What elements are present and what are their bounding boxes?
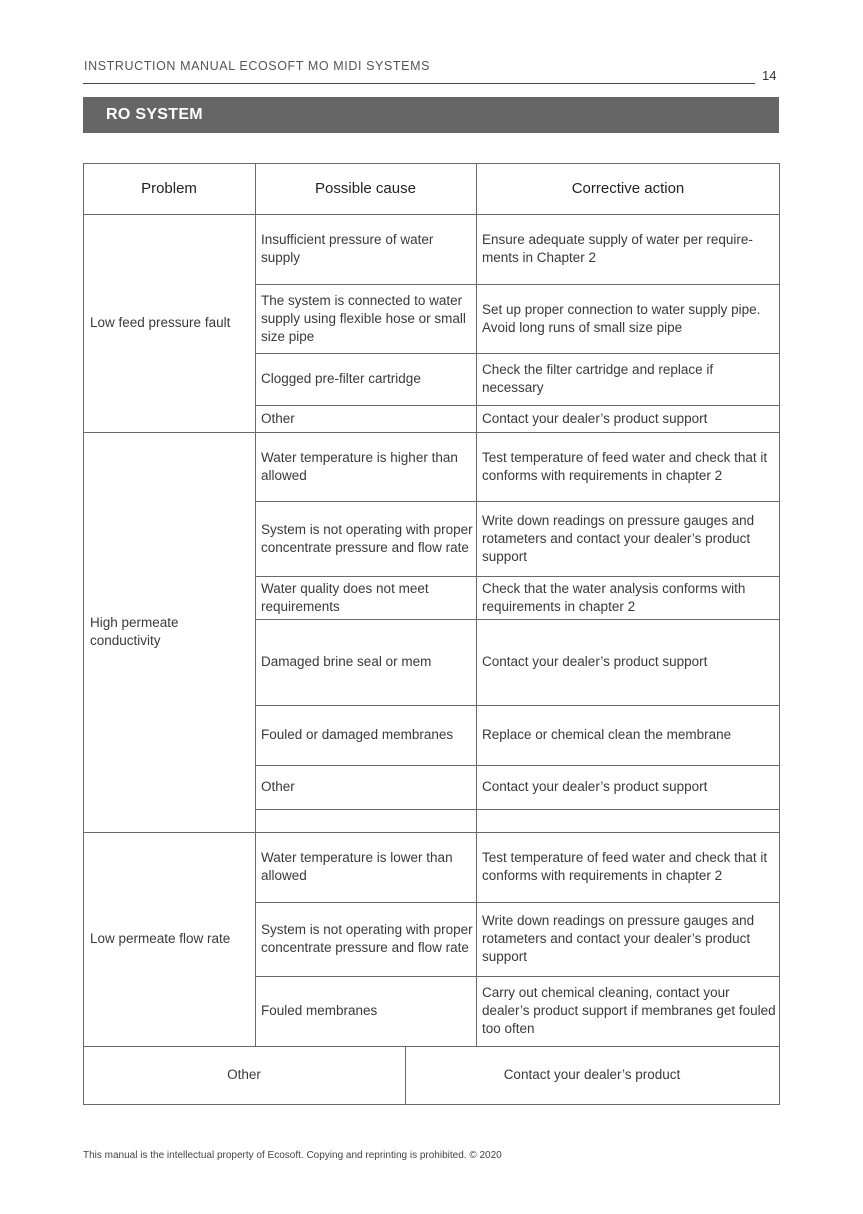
action-cell: Test temperature of feed water and check that it conforms with requirements in chapter 2 xyxy=(482,850,768,883)
footer-copyright: This manual is the intellectual property of Ecosoft. Copying and reprinting is prohibited. © 2020 xyxy=(83,1150,502,1161)
table-border-bottom xyxy=(83,1104,780,1105)
action-cell: Contact your dealer’s product support xyxy=(482,410,708,426)
problem-cell: Low permeate flow rate xyxy=(90,931,231,946)
action-cell: Contact your dealer’s product support xyxy=(482,779,708,794)
cause-cell: Fouled or damaged membranes xyxy=(261,727,454,742)
cause-cell: Insufficient pressure of water supply xyxy=(261,232,434,265)
column-header-problem: Problem xyxy=(141,179,197,197)
cause-cell: Water quality does not meet requirements xyxy=(261,580,429,614)
divider-cause-action xyxy=(476,163,477,1046)
action-cell: Set up proper connection to water supply pipe. Avoid long runs of small size pipe xyxy=(482,301,761,335)
cause-cell: Water temperature is higher than allowed xyxy=(261,449,458,483)
troubleshooting-table xyxy=(83,163,780,1105)
cause-cell: Water temperature is lower than allowed xyxy=(261,850,453,883)
cause-cell: Fouled membranes xyxy=(261,1003,378,1018)
action-cell: Check that the water analysis conforms with requirements in chapter 2 xyxy=(482,580,746,614)
cause-cell: Damaged brine seal or mem xyxy=(261,654,432,669)
divider-problem-cause xyxy=(255,163,256,1046)
final-action-cell: Contact your dealer’s product xyxy=(503,1067,681,1082)
cause-cell: Other xyxy=(261,410,295,426)
column-header-cause: Possible cause xyxy=(315,179,416,197)
action-cell: Check the filter cartridge and replace if necessary xyxy=(482,362,714,395)
action-cell: Ensure adequate supply of water per require-ments in Chapter 2 xyxy=(482,232,753,265)
cause-cell: Clogged pre-filter cartridge xyxy=(261,371,421,386)
cause-cell: System is not operating with proper concentrate pressure and flow rate xyxy=(261,521,473,555)
problem-cell: High permeate conductivity xyxy=(90,615,179,648)
action-cell: Test temperature of feed water and check that it conforms with requirements in chapter 2 xyxy=(482,449,768,483)
action-cell: Carry out chemical cleaning, contact your dealer’s product support if membranes get fouled too often xyxy=(482,985,776,1036)
row-line xyxy=(255,809,780,810)
final-problem-cell: Other xyxy=(227,1067,261,1082)
action-cell: Replace or chemical clean the membrane xyxy=(482,727,732,742)
action-cell: Contact your dealer’s product support xyxy=(482,654,708,669)
manual-title: INSTRUCTION MANUAL ECOSOFT MO MIDI SYSTEMS xyxy=(84,59,431,73)
header-rule xyxy=(83,83,755,84)
table-border-left xyxy=(83,163,84,1105)
cause-cell: The system is connected to water supply using flexible hose or small size pipe xyxy=(261,292,466,344)
problem-cell: Low feed pressure fault xyxy=(90,315,231,330)
section-title: RO SYSTEM xyxy=(106,106,203,123)
column-header-action: Corrective action xyxy=(571,179,685,197)
action-cell: Write down readings on pressure gauges and rotameters and contact your dealer’s product support xyxy=(482,512,755,564)
cause-cell: System is not operating with proper concentrate pressure and flow rate xyxy=(261,922,473,955)
action-cell: Write down readings on pressure gauges and rotameters and contact your dealer’s product support xyxy=(482,913,755,964)
page-number: 14 xyxy=(762,68,777,83)
table-border-right xyxy=(779,163,780,1105)
cause-cell: Other xyxy=(261,779,295,794)
